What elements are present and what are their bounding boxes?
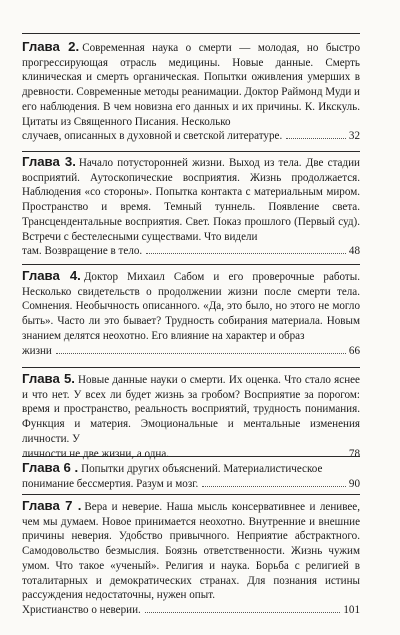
chapter-tail: Христианство о неверии. bbox=[22, 603, 141, 616]
chapter-last-line bbox=[22, 129, 360, 144]
chapter-title: Глава 3. bbox=[22, 154, 76, 169]
chapter-description bbox=[22, 372, 360, 447]
chapter-title: Глава 5. bbox=[22, 371, 75, 386]
chapter-body: Новые данные науки о смерти. Их оценка. Что стало яснее и что нет. У всех ли будет жизнь за гробом? Восприятие за порогом: время и пространство, реальность восприятий, трудность понимания. Функция и материя. Эмоциональные и ментальные изменения личности. У bbox=[22, 374, 360, 445]
chapter-body: Попытки других объяснений. Материалистическое bbox=[81, 463, 323, 475]
dot-leader bbox=[202, 486, 346, 487]
chapter-last-line bbox=[22, 477, 360, 492]
divider bbox=[22, 494, 360, 495]
chapter-tail: жизни bbox=[22, 344, 52, 357]
divider bbox=[22, 151, 360, 152]
divider bbox=[22, 264, 360, 265]
chapter-5-entry[interactable] bbox=[22, 372, 360, 461]
divider bbox=[22, 456, 360, 457]
chapter-tail: личности не две жизни, а одна. bbox=[22, 447, 170, 460]
divider bbox=[22, 33, 360, 34]
chapter-body: Современная наука о смерти — молодая, но быстро прогрессирующая отрасль медицины. Новые данные. Смерть клиническая и смерть органическая. Попытки оживления умерших в древности. Современные методы реанимации. Доктор Раймонд Муди и его наблюдения. В чем новизна его данных и их причины. К. Икскуль. Цитаты из Священного Писания. Несколько bbox=[22, 42, 361, 128]
chapter-last-line bbox=[22, 244, 360, 259]
chapter-body: Начало потусторонней жизни. Выход из тела. Две стадии восприятий. Аутоскопические восприятия. Жизнь продолжается. Наблюдения «со стороны». Попытка контакта с материальным миром. Пространство и время. Темный туннель. Появление света. Трансцендентальные восприятия. Свет. Показ прошлого (Первый суд). Встречи с бестелесными существами. Что видели bbox=[22, 157, 360, 243]
page-number: 66 bbox=[348, 344, 360, 357]
chapter-body: Доктор Михаил Сабом и его проверочные работы. Несколько свидетельств о продолжении жизни после смерти тела. Сомнения. Необычность описанного. «Да, это было, но этого не могло быть». Часто ли это бывает? Трудность собирания материала. Новым знанием делятся неохотно. Его влияние на характер и образ bbox=[22, 271, 360, 342]
chapter-tail: случаев, описанных в духовной и светской литературе. bbox=[22, 130, 283, 143]
chapter-7-entry[interactable] bbox=[22, 499, 360, 618]
chapter-description bbox=[22, 269, 360, 344]
chapter-title: Глава 7 . bbox=[22, 498, 82, 513]
dot-leader bbox=[146, 253, 346, 254]
page-number: 32 bbox=[348, 130, 360, 143]
dot-leader bbox=[286, 138, 346, 139]
divider bbox=[22, 367, 360, 368]
chapter-description bbox=[22, 499, 360, 603]
page-number: 90 bbox=[348, 477, 360, 490]
chapter-2-entry[interactable] bbox=[22, 40, 360, 144]
chapter-last-line bbox=[22, 603, 360, 618]
chapter-tail: там. Возвращение в тело. bbox=[22, 245, 143, 258]
chapter-title: Глава 6 . bbox=[22, 460, 79, 475]
chapter-description bbox=[22, 155, 360, 244]
chapter-6-entry[interactable] bbox=[22, 461, 360, 491]
chapter-title: Глава 2. bbox=[22, 39, 80, 54]
chapter-last-line bbox=[22, 344, 360, 359]
chapter-description bbox=[22, 461, 360, 477]
chapter-tail: понимание бессмертия. Разум и мозг. bbox=[22, 477, 199, 490]
page-number: 48 bbox=[348, 245, 360, 258]
chapter-body: Вера и неверие. Наша мысль консервативнее и ленивее, чем мы думаем. Новое принимается неохотно. Внутренние и внешние причины неверия. Удобство привычного. Неприятие абстрактного. Самодовольство безмыслия. Боязнь ответственности. Жизнь чужим умом. Что такое «ученый». Религия и наука. Борьба с религией в тоталитарных и демократических странах. Для познания истины рассуждения недостаточны, нужен опыт. bbox=[22, 501, 360, 602]
chapter-last-line bbox=[22, 447, 360, 462]
page-number: 78 bbox=[348, 447, 360, 460]
dot-leader bbox=[145, 612, 341, 613]
page-number: 101 bbox=[343, 603, 360, 616]
dot-leader bbox=[56, 353, 346, 354]
chapter-description bbox=[22, 40, 360, 129]
chapter-title: Глава 4. bbox=[22, 268, 81, 283]
chapter-3-entry[interactable] bbox=[22, 155, 360, 259]
chapter-4-entry[interactable] bbox=[22, 269, 360, 358]
